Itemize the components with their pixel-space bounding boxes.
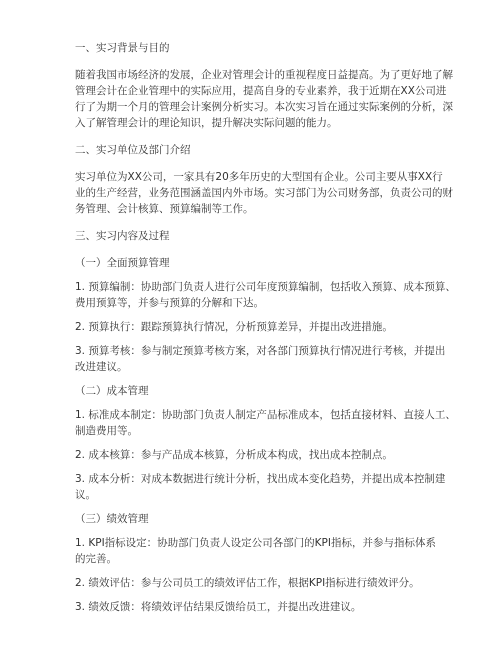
list-item-line: 费用预算等，并参与预算的分解和下达。 xyxy=(75,297,264,309)
list-item-line: 2. 预算执行：跟踪预算执行情况，分析预算差异，并提出改进措施。 xyxy=(75,321,393,333)
list-item-line: 3. 预算考核：参与制定预算考核方案，对各部门预算执行情况进行考核，并提出 xyxy=(75,345,446,357)
list-item-line: 3. 绩效反馈：将绩效评估结果反馈给员工，并提出改进建议。 xyxy=(75,601,362,613)
list-item xyxy=(75,279,456,311)
list-item xyxy=(75,599,437,615)
list-item-line: 改进建议。 xyxy=(75,361,128,373)
paragraph-line: 业的生产经营，业务范围涵盖国内外市场。实习部门为公司财务部，负责公司的财 xyxy=(75,187,453,199)
list-item-line: 1. 标准成本制定：协助部门负责人制定产品标准成本，包括直接材料、直接人工、 xyxy=(75,409,456,421)
list-item-line: 的完善。 xyxy=(75,553,117,565)
list-item xyxy=(75,535,437,567)
list-item-line: 2. 成本核算：参与产品成本核算，分析成本构成，找出成本控制点。 xyxy=(75,449,393,461)
subsection-title: （三）绩效管理 xyxy=(75,513,149,525)
list-item-line: 制造费用等。 xyxy=(75,425,138,437)
list-item xyxy=(75,447,437,463)
paragraph-line: 入了解管理会计的理论知识，提升解决实际问题的能力。 xyxy=(75,117,338,129)
list-item xyxy=(75,471,446,503)
paragraph-line: 管理会计在企业管理中的实际应用，提高自身的专业素养，我于近期在XX公司进 xyxy=(75,85,447,97)
list-item xyxy=(75,343,446,375)
list-item xyxy=(75,319,437,335)
paragraph xyxy=(75,67,453,131)
section-heading: 二、实习单位及部门介绍 xyxy=(75,144,191,156)
list-item-line: 3. 成本分析：对成本数据进行统计分析，找出成本变化趋势，并提出成本控制建 xyxy=(75,473,446,485)
list-item-line: 1. KPI指标设定：协助部门负责人设定公司各部门的KPI指标，并参与指标体系 xyxy=(75,537,436,549)
subsection-title: （一）全面预算管理 xyxy=(75,257,170,269)
subsection-title: （二）成本管理 xyxy=(75,385,149,397)
list-item-line: 2. 绩效评估：参与公司员工的绩效评估工作，根据KPI指标进行绩效评分。 xyxy=(75,577,420,589)
section-heading: 一、实习背景与目的 xyxy=(75,42,170,54)
list-item xyxy=(75,407,456,439)
section-heading: 三、实习内容及过程 xyxy=(75,230,170,242)
paragraph-line: 行了为期一个月的管理会计案例分析实习。本次实习旨在通过实际案例的分析，深 xyxy=(75,101,453,113)
paragraph xyxy=(75,169,453,217)
document-page xyxy=(75,40,456,615)
paragraph-line: 务管理、会计核算、预算编制等工作。 xyxy=(75,203,254,215)
list-item-line: 1. 预算编制：协助部门负责人进行公司年度预算编制，包括收入预算、成本预算、 xyxy=(75,281,456,293)
paragraph-line: 随着我国市场经济的发展，企业对管理会计的重视程度日益提高。为了更好地了解 xyxy=(75,69,453,81)
list-item xyxy=(75,575,437,591)
paragraph-line: 实习单位为XX公司，一家具有20多年历史的大型国有企业。公司主要从事XX行 xyxy=(75,171,443,183)
list-item-line: 议。 xyxy=(75,489,96,501)
